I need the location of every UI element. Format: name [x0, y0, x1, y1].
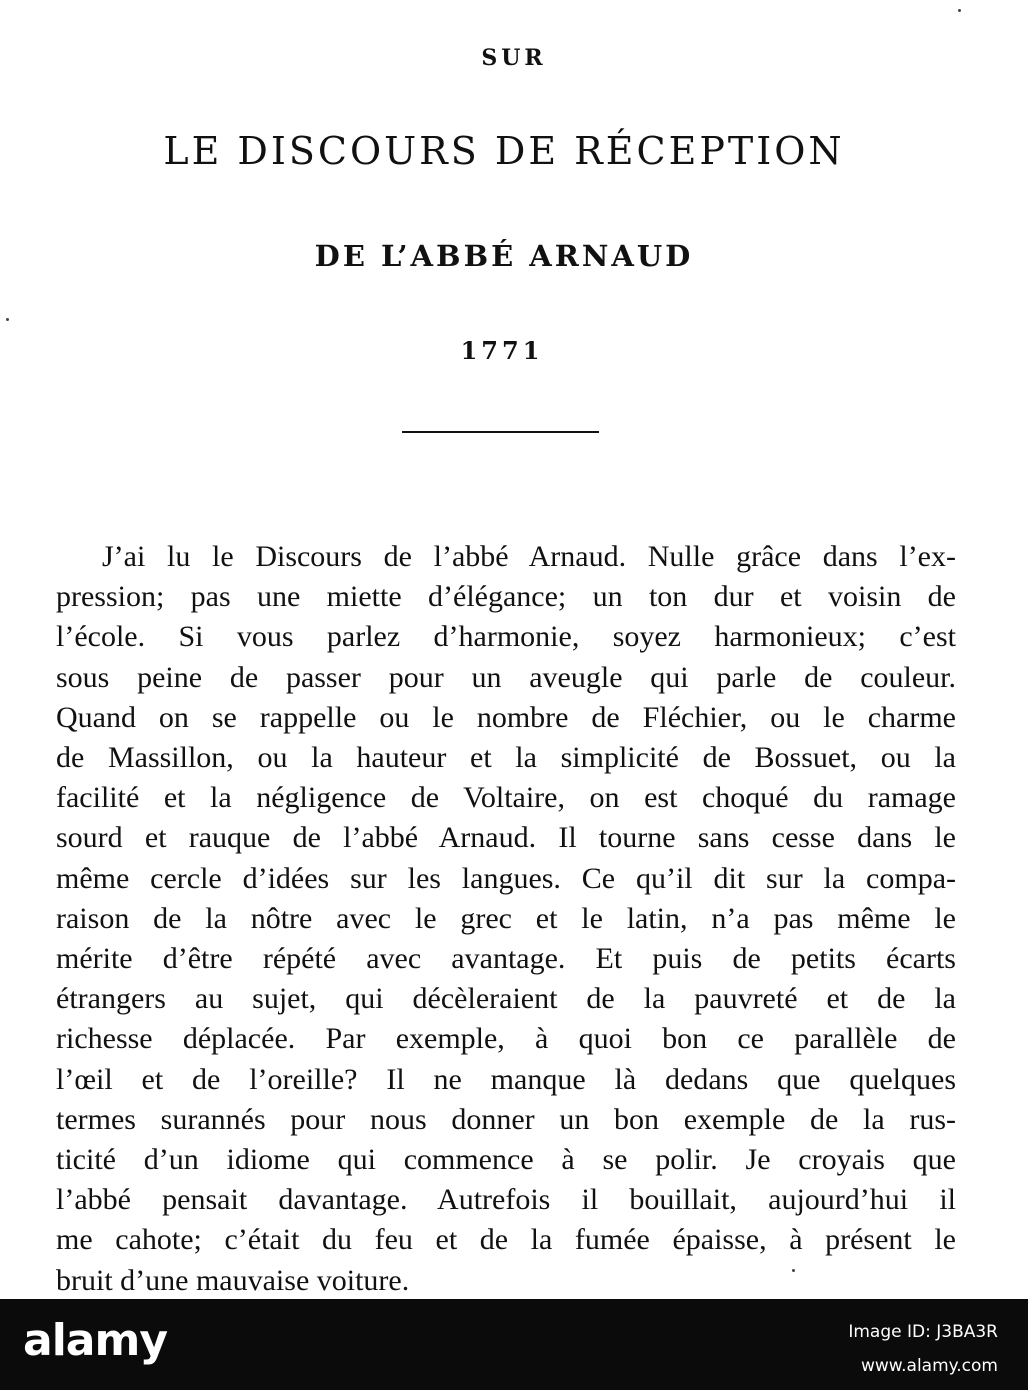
- text-line: l’école. Si vous parlez d’harmonie, soyez harmonieux; c’est: [56, 620, 956, 654]
- title-rule: [402, 431, 599, 433]
- text-line: ticité d’un idiome qui commence à se polir. Je croyais que: [56, 1143, 956, 1177]
- text-line: de Massillon, ou la hauteur et la simplicité de Bossuet, ou la: [56, 741, 956, 775]
- heading-preposition: SUR: [481, 45, 547, 71]
- page-subtitle: DE L’ABBÉ ARNAUD: [314, 239, 694, 273]
- text-line: J’ai lu le Discours de l’abbé Arnaud. Nulle grâce dans l’ex-: [102, 540, 956, 573]
- text-line: étrangers au sujet, qui décèleraient de la pauvreté et de la: [56, 982, 956, 1016]
- text-line: sourd et rauque de l’abbé Arnaud. Il tourne sans cesse dans le: [56, 821, 956, 855]
- text-line: facilité et la négligence de Voltaire, on est choqué du ramage: [56, 781, 956, 815]
- text-line: richesse déplacée. Par exemple, à quoi bon ce parallèle de: [56, 1022, 956, 1056]
- scan-speck: [792, 1269, 795, 1272]
- text-line: mérite d’être répété avec avantage. Et puis de petits écarts: [56, 942, 956, 976]
- watermark-bar: [0, 1299, 1028, 1390]
- text-line: sous peine de passer pour un aveugle qui parle de couleur.: [56, 660, 956, 694]
- body-paragraph: [56, 537, 956, 1299]
- text-line: l’abbé pensait davantage. Autrefois il bouillait, aujourd’hui il: [56, 1183, 956, 1217]
- image-id-label: Image ID: J3BA3R: [848, 1322, 998, 1342]
- text-line: me cahote; c’était du feu et de la fumée épaisse, à présent le: [56, 1223, 956, 1257]
- text-line: l’œil et de l’oreille? Il ne manque là dedans que quelques: [56, 1062, 956, 1096]
- text-line: pression; pas une miette d’élégance; un ton dur et voisin de: [56, 580, 956, 614]
- text-line: Quand on se rappelle ou le nombre de Fléchier, ou le charme: [56, 700, 956, 734]
- heading-year: 1771: [460, 336, 544, 365]
- text-line: bruit d’une mauvaise voiture.: [56, 1263, 410, 1297]
- text-line: raison de la nôtre avec le grec et le latin, n’a pas même le: [56, 901, 956, 935]
- brand-logo: alamy: [23, 1315, 167, 1366]
- site-url-label: www.alamy.com: [860, 1356, 998, 1376]
- text-line: termes surannés pour nous donner un bon exemple de la rus-: [56, 1102, 956, 1136]
- scan-speck: [958, 9, 961, 12]
- text-line: même cercle d’idées sur les langues. Ce qu’il dit sur la compa-: [56, 861, 956, 895]
- scan-speck: [6, 318, 9, 321]
- page-title: LE DISCOURS DE RÉCEPTION: [163, 129, 845, 173]
